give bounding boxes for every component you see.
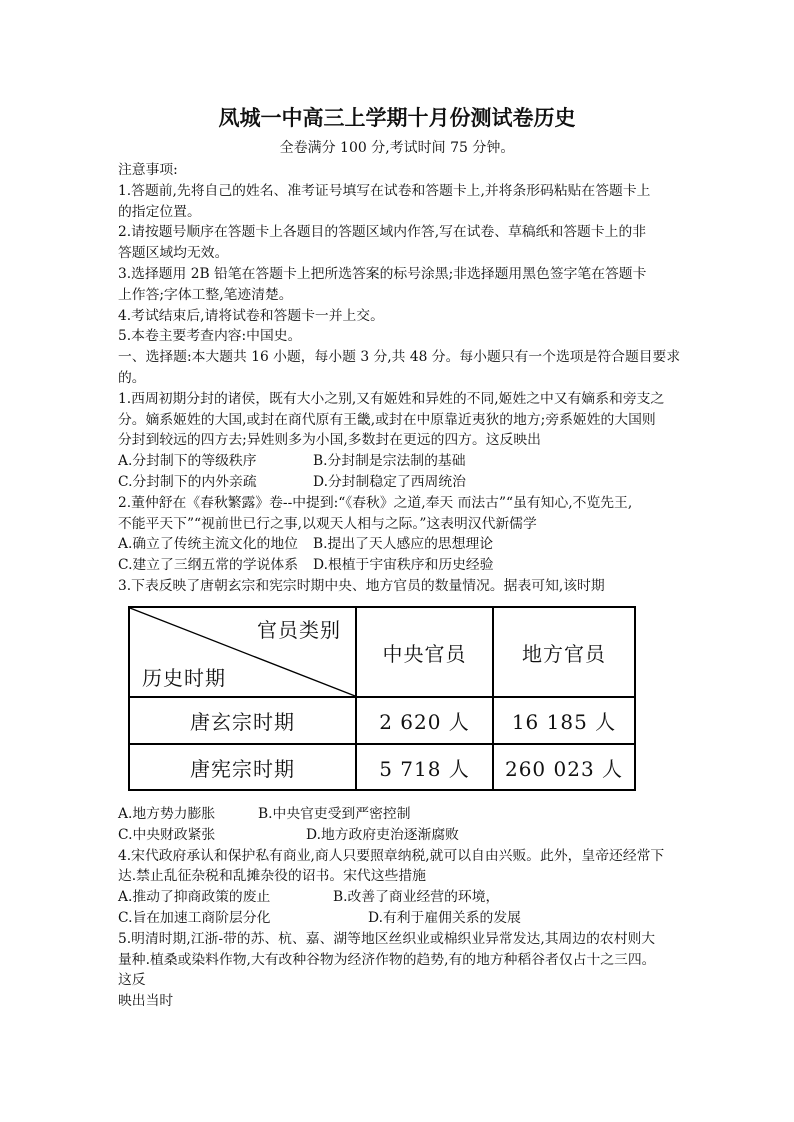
table-row	[129, 697, 635, 744]
table-cell-period: 唐玄宗时期	[129, 697, 356, 744]
notice-heading: 注意事项:	[118, 162, 178, 178]
q1-stem-line-3: 分封到较远的四方去;异姓则多为小国,多数封在更远的四方。这反映出	[118, 432, 541, 449]
table-corner	[130, 608, 355, 696]
page-title: 凤城一中高三上学期十月份测试卷历史	[218, 105, 576, 130]
notice-item-5: 5.本卷主要考查内容:中国史。	[118, 328, 302, 345]
corner-label-category: 官员类别	[257, 618, 341, 642]
q4-option-d: D.有利于雇佣关系的发展	[368, 909, 521, 926]
q1-options-row-1	[118, 451, 718, 472]
q5-stem-line-1: 5.明清时期,江浙-带的苏、杭、嘉、湖等地区丝织业或棉织业异常发达,其周边的农村则大	[118, 930, 656, 947]
table-corner-cell	[129, 607, 356, 697]
official-count-table	[128, 606, 636, 791]
q4-options-row-2	[118, 908, 718, 929]
notice-item-4: 4.考试结束后,请将试卷和答题卡一并上交。	[118, 307, 384, 324]
corner-label-period: 历史时期	[142, 666, 226, 690]
notice-item-2-line-1: 2.请按题号顺序在答题卡上各题目的答题区域内作答,写在试卷、草稿纸和答题卡上的非	[118, 224, 647, 241]
q2-option-d: D.根植于宇宙秩序和历史经验	[313, 557, 494, 574]
q4-option-a: A.推动了抑商政策的废止	[118, 889, 271, 906]
table-cell-local: 16 185 人	[493, 697, 635, 744]
notice-item-3-line-2: 上作答;字体工整,笔迹清楚。	[118, 286, 293, 303]
q4-options-row-1	[118, 887, 718, 908]
notice-item-1-line-1: 1.答题前,先将自己的姓名、准考证号填写在试卷和答题卡上,并将条形码粘贴在答题卡上	[118, 182, 651, 199]
q3-options-row-1	[118, 804, 718, 825]
table-row	[129, 744, 635, 790]
q1-option-d: D.分封制稳定了西周统治	[313, 473, 466, 490]
q5-stem-line-2: 量种.植桑或染料作物,大有改种谷物为经济作物的趋势,有的地方种稻谷者仅占十之三四。	[118, 951, 656, 968]
q2-option-c: C.建立了三纲五常的学说体系	[118, 557, 299, 574]
q1-option-b: B.分封制是宗法制的基础	[313, 453, 466, 470]
q3-option-d: D.地方政府吏治逐渐腐败	[306, 826, 459, 843]
q2-stem-line-2: 不能平天下”“视前世已行之事,以观天人相与之际。”这表明汉代新儒学	[118, 515, 537, 532]
page-subtitle: 全卷满分 100 分,考试时间 75 分钟。	[279, 140, 515, 156]
q3-option-a: A.地方势力膨胀	[118, 806, 216, 822]
q2-option-b: B.提出了天人感应的思想理论	[313, 536, 494, 553]
section-heading-line-1: 一、选择题:本大题共 16 小题，每小题 3 分,共 48 分。每小题只有一个选项是符合题目要求	[118, 349, 681, 366]
notice-item-1-line-2: 的指定位置。	[118, 203, 201, 220]
table-cell-period: 唐宪宗时期	[129, 744, 356, 790]
table-header-central: 中央官员	[356, 607, 493, 697]
q4-stem-line-2: 达.禁止乱征杂税和乱摊杂役的诏书。宋代这些措施	[118, 868, 426, 885]
q4-stem-line-1: 4.宋代政府承认和保护私有商业,商人只要照章纳税,就可以自由兴贩。此外，皇帝还经常下	[118, 847, 665, 864]
q5-stem-line-4: 映出当时	[118, 993, 174, 1010]
table-header-local: 地方官员	[493, 607, 635, 697]
q1-stem-line-2: 分。嫡系姬姓的大国,或封在商代原有王畿,或封在中原靠近夷狄的地方;旁系姬姓的大国则	[118, 411, 656, 428]
upper-content	[118, 160, 718, 597]
q1-option-a: A.分封制下的等级秩序	[118, 453, 257, 470]
q2-stem-line-1: 2.董仲舒在《春秋繁露》卷--中提到:“《春秋》之道,奉天 而法古”“虽有知心,不览先王,	[118, 494, 633, 511]
table-grid	[128, 606, 636, 791]
q3-options-row-2	[118, 825, 718, 846]
q2-option-a: A.确立了传统主流文化的地位	[118, 536, 298, 553]
section-heading-line-2: 的。	[118, 369, 146, 386]
q1-option-c: C.分封制下的内外亲疏	[118, 473, 257, 490]
q1-options-row-2	[118, 472, 718, 493]
q3-option-c: C.中央财政紧张	[118, 826, 216, 843]
notice-item-2-line-2: 答题区域均无效。	[118, 245, 229, 262]
q3-option-b: B.中央官吏受到严密控制	[258, 806, 411, 822]
q5-stem-line-3: 这反	[118, 972, 146, 989]
q4-option-b: B.改善了商业经营的环境，	[333, 889, 500, 906]
table-header-row	[129, 607, 635, 697]
q4-option-c: C.旨在加速工商阶层分化	[118, 909, 271, 926]
notice-item-3-line-1: 3.选择题用 2B 铅笔在答题卡上把所选答案的标号涂黑;非选择题用黑色签字笔在答题卡	[118, 265, 647, 282]
lower-content	[118, 804, 718, 1012]
q2-options-row-2	[118, 555, 718, 576]
q3-stem-line-1: 3.下表反映了唐朝玄宗和宪宗时期中央、地方官员的数量情况。据表可知,该时期	[118, 577, 605, 594]
q1-stem-line-1: 1.西周初期分封的诸侯，既有大小之别,又有姬姓和异姓的不同,姬姓之中又有嫡系和旁支之	[118, 390, 665, 407]
table-cell-central: 5 718 人	[356, 744, 493, 790]
table-cell-central: 2 620 人	[356, 697, 493, 744]
q2-options-row-1	[118, 534, 718, 555]
table-cell-local: 260 023 人	[493, 744, 635, 790]
